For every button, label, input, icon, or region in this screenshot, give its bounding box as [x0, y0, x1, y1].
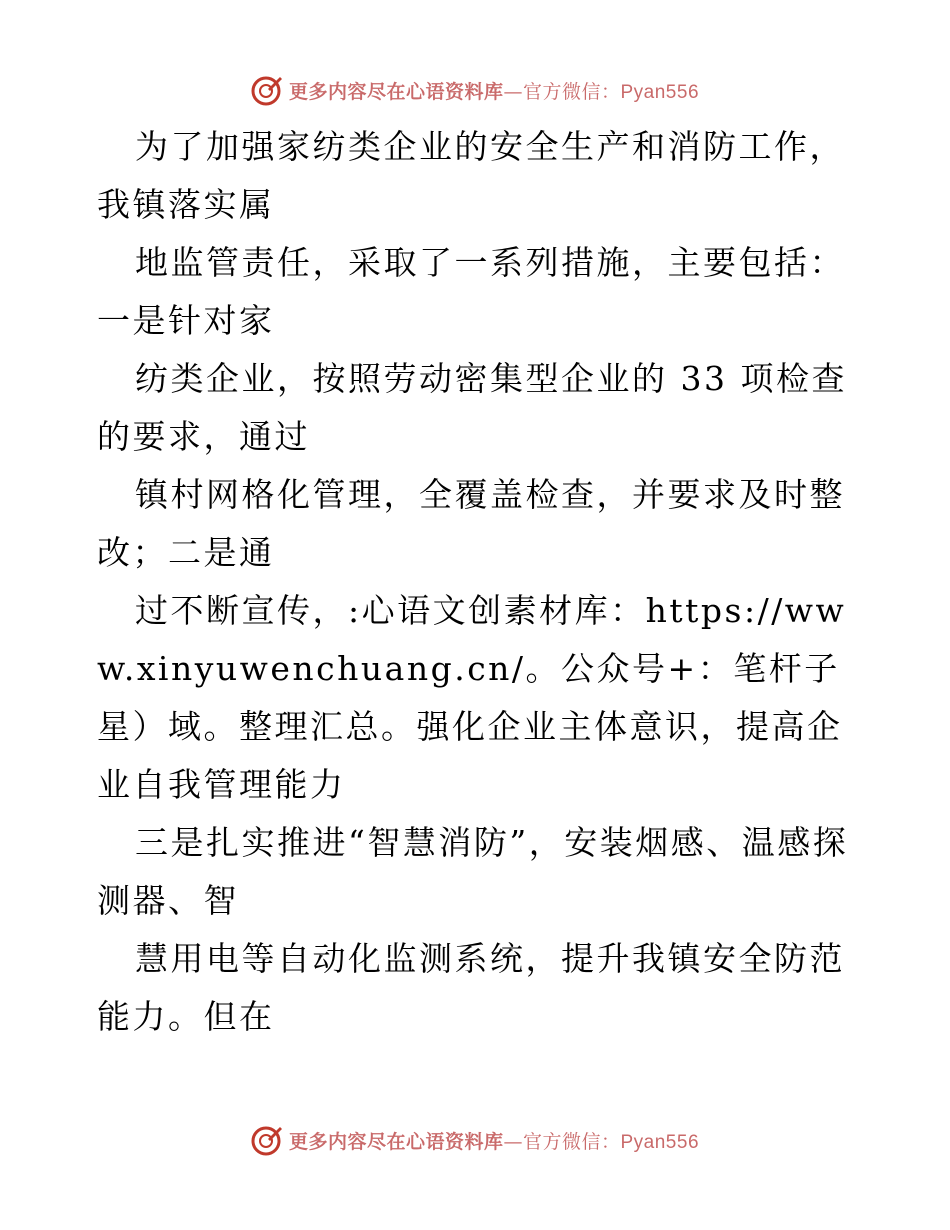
footer-wechat-handle: 官方微信：Pyan556 — [523, 1131, 700, 1153]
header-site-name: 更多内容尽在心语资料库 — [288, 80, 504, 103]
pen-logo-icon — [251, 1124, 283, 1156]
header-banner — [0, 70, 950, 110]
paragraph: 地监管责任，采取了一系列措施，主要包括：一是针对家 — [97, 243, 845, 340]
paragraph: 三是扎实推进“智慧消防”，安装烟感、温感探测器、智 — [97, 823, 849, 920]
paragraph: 过不断宣传，:心语文创素材库：https://www.xinyuwenchuang.cn/。公众号+：笔杆子星）域。整理汇总。强化企业主体意识，提高企业自我管理能力 — [97, 591, 847, 804]
footer-banner-text — [289, 1127, 699, 1154]
footer-site-name: 更多内容尽在心语资料库 — [288, 1130, 504, 1153]
footer-separator: — — [503, 1130, 523, 1153]
footer-banner — [0, 1120, 950, 1160]
paragraph: 镇村网格化管理，全覆盖检查，并要求及时整改；二是通 — [97, 475, 845, 572]
header-separator: — — [503, 80, 523, 103]
pen-logo-icon — [251, 74, 283, 106]
paragraph: 慧用电等自动化监测系统，提升我镇安全防范能力。但在 — [97, 939, 845, 1036]
paragraph: 纺类企业，按照劳动密集型企业的 33 项检查的要求，通过 — [97, 359, 847, 456]
header-banner-text — [289, 77, 699, 104]
header-wechat-handle: 官方微信：Pyan556 — [523, 81, 700, 103]
document-body — [97, 118, 857, 1046]
paragraph: 为了加强家纺类企业的安全生产和消防工作，我镇落实属 — [97, 127, 845, 224]
